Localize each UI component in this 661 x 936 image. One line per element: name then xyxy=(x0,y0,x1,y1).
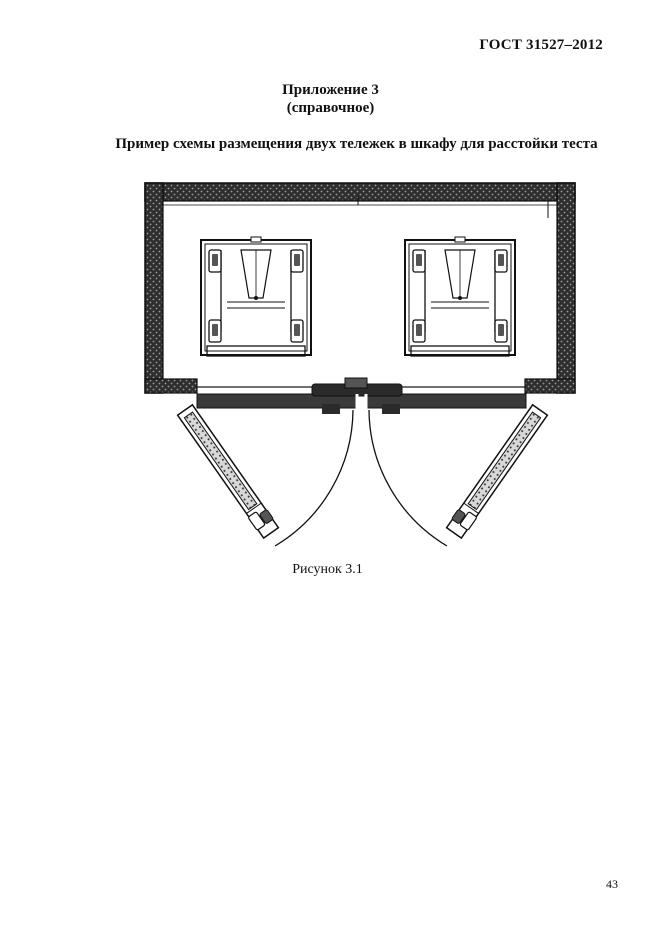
annex-title: Приложение 3 xyxy=(282,82,379,98)
standard-code: ГОСТ 31527–2012 xyxy=(479,37,603,53)
trolley-right xyxy=(405,237,515,356)
trolley-left xyxy=(201,237,311,356)
left-wall xyxy=(145,183,163,393)
right-door-swing-arc xyxy=(369,410,447,546)
front-frame-right xyxy=(525,379,575,393)
figure-caption: Рисунок 3.1 xyxy=(292,562,363,577)
top-wall xyxy=(145,183,575,201)
right-wall xyxy=(557,183,575,393)
left-door-swing-arc xyxy=(275,410,353,546)
page-number: 43 xyxy=(606,877,618,891)
figure-title: Пример схемы размещения двух тележек в шкафу для расстойки теста xyxy=(115,136,598,152)
cabinet-diagram xyxy=(140,178,580,558)
left-door-panel xyxy=(177,404,279,538)
front-frame-left xyxy=(145,379,197,393)
annex-note: (справочное) xyxy=(286,100,375,116)
right-door-panel xyxy=(446,404,548,538)
